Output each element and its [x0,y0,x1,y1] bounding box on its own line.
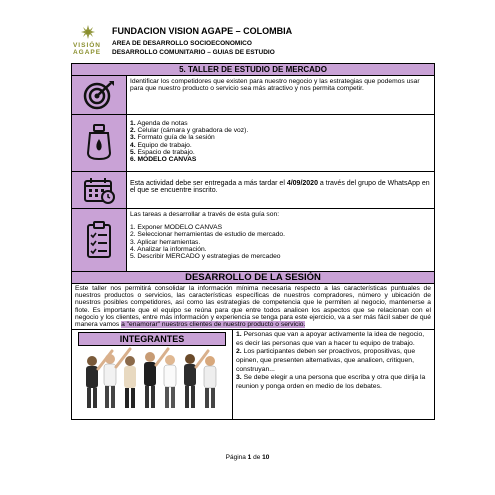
material-item: 2. Celular (cámara y grabadora de voz). [130,127,249,135]
logo-wordmark [64,42,110,56]
target-icon [72,76,127,114]
task-item: 3. Aplicar herramientas. [130,238,201,246]
material-item: 1. Agenda de notas [130,120,188,127]
integrantes-title: INTEGRANTES [78,332,226,346]
session-paragraph: Este taller nos permitirá consolidar la información mínima necesaria respecto a las características puntuales de nuestros productos o servicios, las características específicas de nuestros compradores, número y ubicación de nuestros posibles competidores, así como las estrategias de competencia que le permiten al negocio, mantenerse a flote. Es importante que el equipo se reúna para que entre todos analicen los aspectos que se relacionan con el negocio y los clientes, entre más información y experiencia se tenga para este ejercicio, va a ser más fácil saber de qué manera vamos a "enamorar" nuestros clientes de nuestro producto o servicio. [72,283,434,329]
tasks-row [72,208,434,271]
logo-text-top: VISIÓN [72,42,102,49]
objective-text: Identificar los competidores que existen para nuestro negocio y las estrategias que podemos usar para que nuestro producto o servicio sea más atractivo y nos permita competir. [130,78,420,93]
integrantes-panel [72,330,233,419]
task-item: 1. Exponer MODELO CANVAS [130,224,223,232]
material-item: 3. Formato guía de la sesión [130,134,215,142]
integrante-point: 1. Personas que van a apoyar activamente la idea de negocio, es decir las personas que van a hacer tu equipo de trabajo. [236,331,425,347]
deadline-row [72,171,434,208]
program-name: DESARROLLO COMUNITARIO – GUIAS DE ESTUDIO [112,49,275,56]
materials-row [72,114,434,171]
task-item: 2. Seleccionar herramientas de estudio de mercado. [130,231,286,239]
organization-name: FUNDACION VISION AGAPE – COLOMBIA [112,26,293,36]
logo-text-bottom: AGAPE [72,49,102,56]
integrantes-points [233,330,434,419]
task-item: 4. Analizar la información. [130,245,207,253]
material-item: 4. Equipo de trabajo. [130,141,192,149]
objective-row [72,75,434,114]
tasks-text [127,209,434,271]
integrante-point: 2. Los participantes deben ser proactivos, propositivas, que opinen, que presenten alternativas, que analicen, critiquen, construyan... [236,348,416,373]
taller-title: 5. TALLER DE ESTUDIO DE MERCADO [72,64,434,75]
materials-list [127,115,434,171]
study-guide-table [71,63,435,420]
deadline-date: 4/09/2020 [286,180,318,187]
section-title: DESARROLLO DE LA SESIÓN [72,271,434,283]
page-number: Página 1 de 10 [225,454,270,461]
material-item: 6. MODELO CANVAS [130,156,197,164]
calendar-icon [72,172,127,208]
task-item: 5. Describir MERCADO y estrategias de mercadeo [130,253,281,261]
tasks-intro: Las tareas a desarrollar a través de esta guía son: [130,211,280,218]
integrantes-row [72,329,434,419]
lamp-icon [72,115,127,171]
deadline-text: Esta actividad debe ser entregada a más tardar el 4/09/2020 a través del grupo de WhatsApp en el que se encuentre inscrito. [130,180,430,195]
checklist-icon [72,209,127,271]
integrante-point: 3. Se debe elegir a una persona que escriba y otra que dirija la reunion y ponga orden en medio de los debates. [236,374,426,390]
material-item: 5. Espacio de trabajo. [130,148,195,156]
team-photo [72,347,230,417]
area-name: AREA DE DESARROLLO SOCIOECONOMICO [112,40,252,47]
session-highlight: a "enamorar" nuestros clientes de nuestro producto o servicio. [121,321,306,329]
